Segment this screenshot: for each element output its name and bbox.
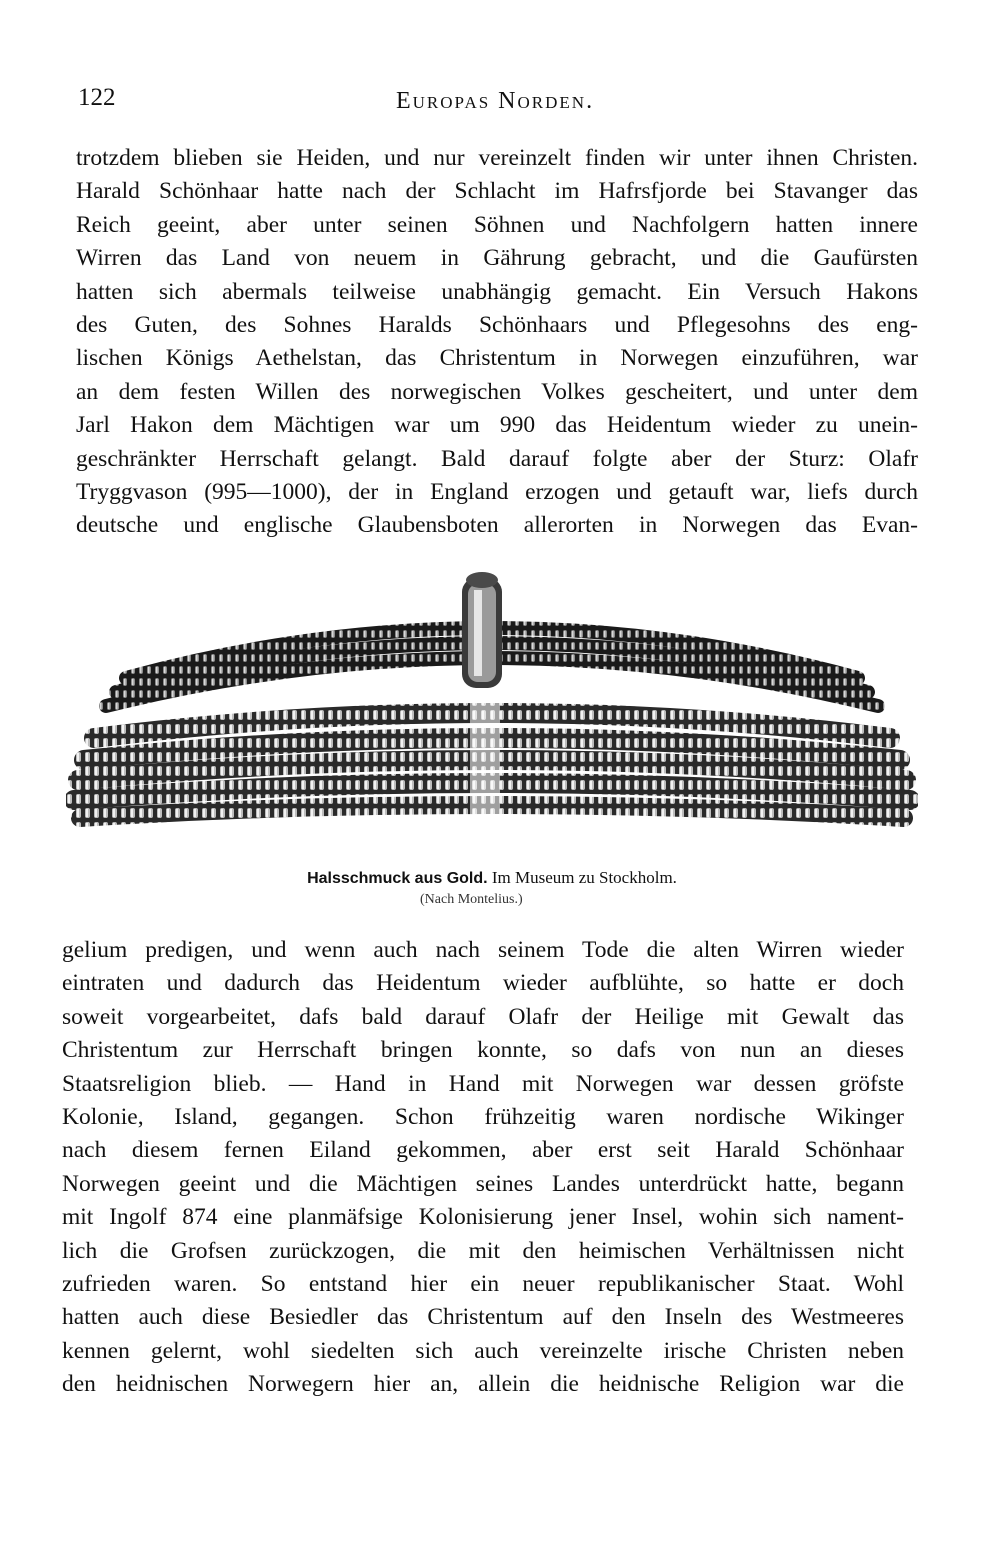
text-line: geschränkter Herrschaft gelangt. Bald darauf folgte aber der Sturz: Olafr (76, 445, 918, 472)
text-line: kennen gelernt, wohl siedelten sich auch vereinzelte irische Christen neben (62, 1337, 904, 1364)
text-line: Staatsreligion blieb. — Hand in Hand mit Norwegen war dessen gröfste (62, 1070, 904, 1097)
text-line: lich die Grofsen zurückzogen, die mit den heimischen Verhältnissen nicht (62, 1237, 904, 1264)
text-line: trotzdem blieben sie Heiden, und nur vereinzelt finden wir unter ihnen Christen. (76, 145, 918, 171)
page-number: 122 (78, 84, 116, 111)
text-block-bottom (62, 934, 904, 1401)
text-line: Harald Schönhaar hatte nach der Schlacht im Hafrsfjorde bei Stavanger das (76, 178, 918, 205)
running-head: Europas Norden. (396, 88, 595, 114)
text-line: Kolonie, Island, gegangen. Schon frühzeitig waren nordische Wikinger (62, 1103, 904, 1130)
text-line: hatten sich abermals teilweise unabhängig gemacht. Ein Versuch Hakons (76, 278, 918, 305)
text-line: mit Ingolf 874 eine planmäfsige Kolonisierung jener Insel, wohin sich nament- (62, 1204, 904, 1231)
caption-title: Halsschmuck aus Gold. (307, 870, 488, 887)
text-line: Tryggvason (995—1000), der in England erzogen und getauft war, liefs durch (76, 478, 918, 505)
text-line: gelium predigen, und wenn auch nach seinem Tode die alten Wirren wieder (62, 937, 904, 963)
text-block-top (76, 142, 918, 543)
text-line: nach diesem fernen Eiland gekommen, aber erst seit Harald Schönhaar (62, 1137, 904, 1164)
text-line: an dem festen Willen des norwegischen Volkes gescheitert, und unter dem (76, 378, 918, 405)
text-line: lischen Königs Aethelstan, das Christentum in Norwegen einzuführen, war (76, 345, 918, 372)
text-line: Reich geeint, aber unter seinen Söhnen und Nachfolgern hatten innere (76, 211, 918, 238)
text-line: Wirren das Land von neuem in Gährung gebracht, und die Gaufürsten (76, 245, 918, 272)
caption-source: (Nach Montelius.) (420, 892, 523, 907)
text-line: soweit vorgearbeitet, dafs bald darauf Olafr der Heilige mit Gewalt das (62, 1003, 904, 1030)
necklace-illustration (66, 568, 918, 850)
text-line: des Guten, des Sohnes Haralds Schönhaars und Pflegesohns des eng- (76, 311, 918, 338)
figure-caption (252, 868, 732, 888)
caption-location: Im Museum zu Stockholm. (491, 868, 677, 887)
text-line: den heidnischen Norwegern hier an, allein die heidnische Religion war die (62, 1371, 904, 1398)
text-line: Norwegen geeint und die Mächtigen seines Landes unterdrückt hatte, begann (62, 1170, 904, 1197)
text-line: Christentum zur Herrschaft bringen konnte, so dafs von nun an dieses (62, 1037, 904, 1064)
text-line: zufrieden waren. So entstand hier ein neuer republikanischer Staat. Wohl (62, 1270, 904, 1297)
text-line: eintraten und dadurch das Heidentum wieder aufblühte, so hatte er doch (62, 970, 904, 997)
text-line: Jarl Hakon dem Mächtigen war um 990 das Heidentum wieder zu unein- (76, 412, 918, 439)
text-line: hatten auch diese Besiedler das Christentum auf den Inseln des Westmeeres (62, 1304, 904, 1331)
text-line: deutsche und englische Glaubensboten allerorten in Norwegen das Evan- (76, 512, 918, 539)
